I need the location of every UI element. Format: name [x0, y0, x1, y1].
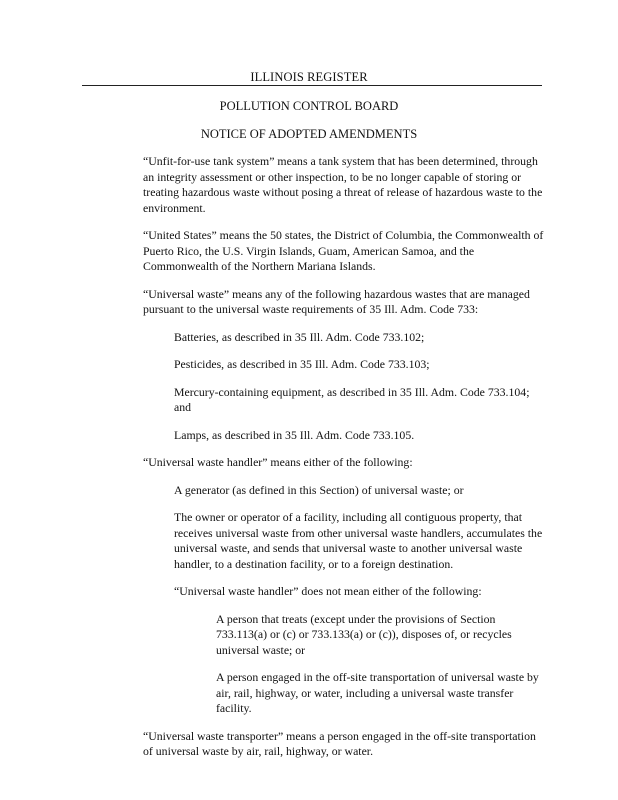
list-item-generator: A generator (as defined in this Section) of universal waste; or — [174, 482, 464, 497]
list-item-batteries: Batteries, as described in 35 Ill. Adm. Code 733.102; — [174, 329, 425, 344]
definition-united-states: “United States” means the 50 states, the District of Columbia, the Commonwealth of Puerto Rico, the U.S. Virgin Islands, Guam, American Samoa, and the Commonwealth of the Northern Mariana Islands. — [143, 228, 544, 273]
exclusion-treats-disposes: A person that treats (except under the provisions of Section 733.113(a) or (c) or 733.133(a) or (c)), disposes of, or recycles universal waste; or — [216, 611, 512, 657]
exclusion-transportation: A person engaged in the off-site transportation of universal waste by air, rail, highway, or water, including a universal waste transfer facility. — [216, 670, 539, 715]
definition-universal-waste-handler: “Universal waste handler” means either of the following: — [143, 455, 413, 469]
handler-exclusions-intro: “Universal waste handler” does not mean either of the following: — [174, 584, 482, 598]
list-item-owner-operator: The owner or operator of a facility, including all contiguous property, that receives universal waste from other universal waste handlers, accumulates the universal waste, and sends that universal waste to another universal waste handler, to a destination facility, or to a foreign destination. — [174, 510, 543, 571]
header-rule — [82, 85, 542, 86]
list-item-lamps: Lamps, as described in 35 Ill. Adm. Code 733.105. — [174, 427, 415, 442]
register-title: ILLINOIS REGISTER — [250, 70, 368, 84]
definition-universal-waste-transporter: “Universal waste transporter” means a person engaged in the off-site transportation of universal waste by air, rail, highway, or water. — [143, 728, 536, 758]
list-item-mercury-equipment: Mercury-containing equipment, as described in 35 Ill. Adm. Code 733.104; and — [174, 384, 530, 414]
definition-universal-waste: “Universal waste” means any of the following hazardous wastes that are managed pursuant to the universal waste requirements of 35 Ill. Adm. Code 733: — [143, 286, 530, 316]
notice-title: NOTICE OF ADOPTED AMENDMENTS — [200, 127, 418, 141]
definition-unfit-for-use-tank-system: “Unfit-for-use tank system” means a tank system that has been determined, through an integrity assessment or other inspection, to be no longer capable of storing or treating hazardous waste without posing a threat of release of hazardous waste to the environment. — [143, 154, 543, 215]
board-title: POLLUTION CONTROL BOARD — [219, 99, 399, 113]
list-item-pesticides: Pesticides, as described in 35 Ill. Adm. Code 733.103; — [174, 357, 430, 371]
document-body — [143, 154, 545, 772]
